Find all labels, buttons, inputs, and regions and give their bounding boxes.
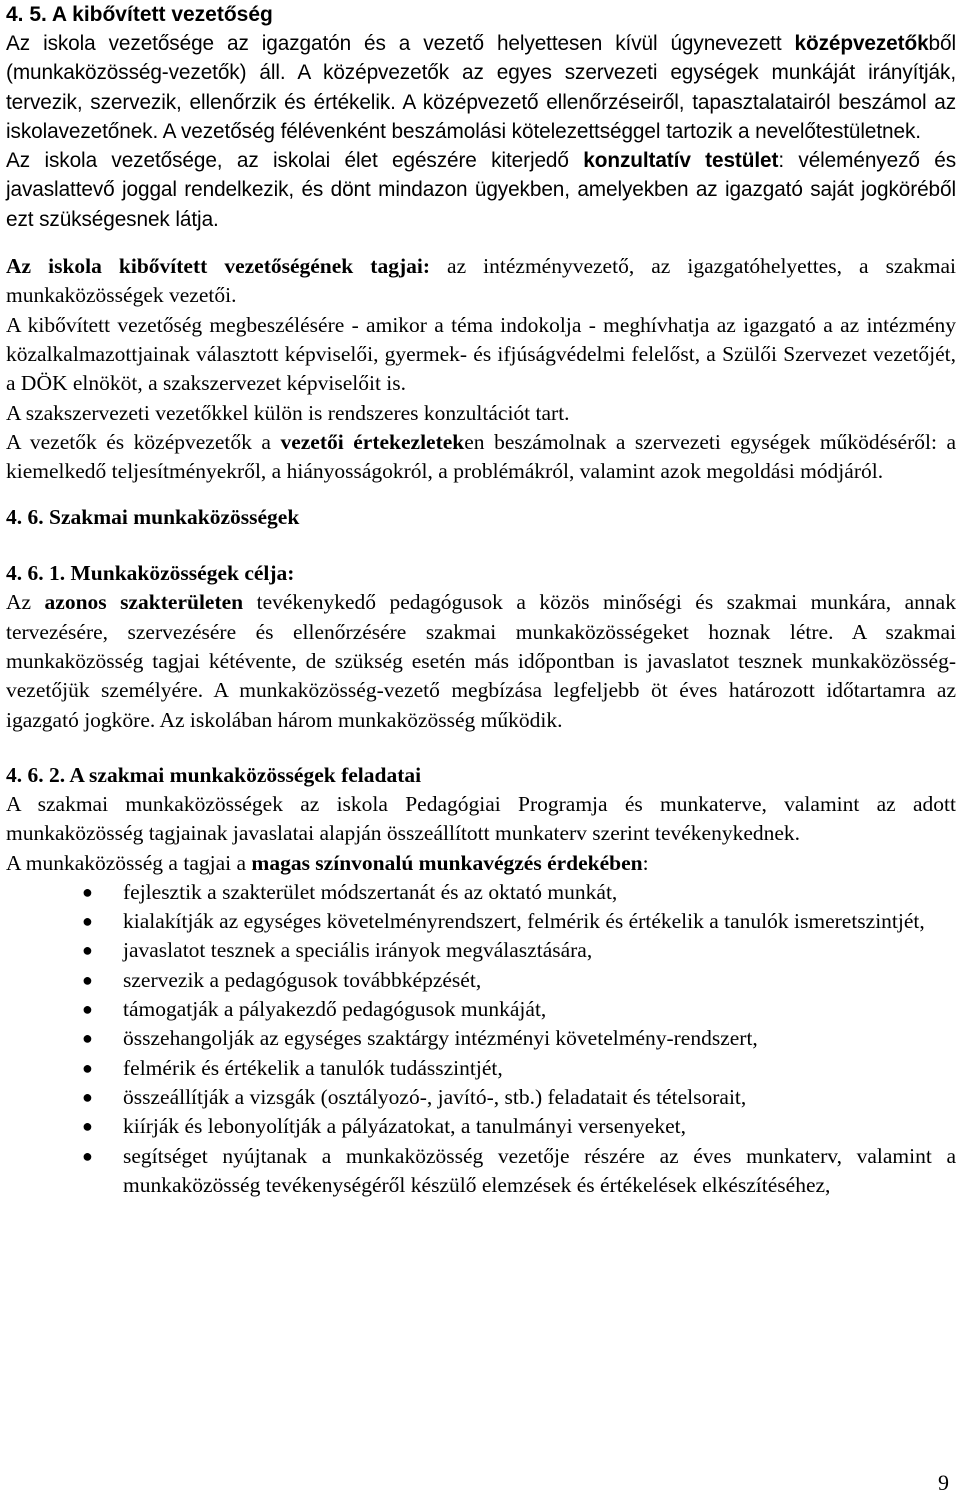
section-heading-4-6-1: 4. 6. 1. Munkaközösségek célja: (6, 561, 295, 586)
list-item: ● segítséget nyújtanak a munkaközösség vezetője részére az éves munkaterv, valamint a munkaközösség tevékenységéről készülő elemzések és értékelések elkészítéséhez, (82, 1143, 956, 1197)
bullet-dot-icon: ● (82, 1116, 93, 1137)
bullet-dot-icon: ● (82, 1086, 93, 1107)
list-item: ● kiírják és lebonyolítják a pályázatokat, a tanulmányi versenyeket, (6, 1112, 956, 1141)
page-number: 9 (938, 1470, 949, 1495)
term-kozepvezetok: középvezetők (794, 32, 929, 55)
bullet-dot-icon: ● (82, 1028, 93, 1049)
document-page (6, 0, 956, 1200)
task-list (6, 878, 956, 1200)
bullet-dot-icon: ● (82, 940, 93, 961)
paragraph-konzultativ-testulet: Az iskola vezetősége, az iskolai élet egészére kiterjedő konzultatív testület: véleményező és javaslattevő joggal rendelkezik, és dönt mindazon ügyekben, amelyekben az igazgató saját jogköréből ezt szükségesnek látja. (6, 149, 956, 231)
paragraph-szakszervezet: A szakszervezeti vezetőkkel külön is rendszeres konzultációt tart. (6, 400, 570, 425)
paragraph-kibovitett-tagjai: Az iskola kibővített vezetőségének tagjai: az intézményvezető, az igazgatóhelyettes, a szakmai munkaközösségek vezetői. (6, 254, 957, 308)
bullet-dot-icon: ● (82, 881, 93, 902)
list-item: ● támogatják a pályakezdő pedagógusok munkáját, (6, 995, 956, 1024)
bullet-dot-icon: ● (82, 1145, 93, 1166)
bullet-dot-icon: ● (82, 999, 93, 1020)
section-heading-4-6-2: 4. 6. 2. A szakmai munkaközösségek feladatai (6, 762, 422, 787)
term-kibovitett-tagjai: Az iskola kibővített vezetőségének tagjai: (6, 254, 431, 279)
list-item: ● összehangolják az egységes szaktárgy intézményi követelmény-rendszert, (6, 1024, 956, 1053)
term-azonos-szakteruleten: azonos szakterületen (44, 590, 244, 615)
paragraph-megbeszeles: A kibővített vezetőség megbeszélésére - amikor a téma indokolja - meghívhatja az igazgató a az intézmény közalkalmazottjainak választott képviselői, gyermek- és ifjúságvédelmi felelőst, a Szülői Szervezet vezetőjét, a DÖK elnököt, a szakszervezet képviselőit is. (6, 312, 956, 396)
list-item: ● kialakítják az egységes követelményrendszert, felmérik és értékelik a tanulók ismeretszintjét, (6, 907, 956, 936)
term-vezetoi-ertekezletek: vezetői értekezletek (280, 429, 465, 454)
list-item: ● összeállítják a vizsgák (osztályozó-, javító-, stb.) feladatait és tételsorait, (6, 1083, 956, 1112)
paragraph-kozepvezetok: Az iskola vezetősége az igazgatón és a vezető helyettesen kívül úgynevezett középvezetőkből (munkaközösség-vezetők) áll. A középvezetők az egyes szervezeti egységek munkáját irányítják, tervezik, szervezik, ellenőrzik és értékelik. A középvezető ellenőrzéseiről, tapasztalatairól beszámol az iskolavezetőnek. A vezetőség félévenként beszámolási kötelezettséggel tartozik a nevelőtestületnek. (6, 32, 956, 143)
bullet-dot-icon: ● (82, 969, 93, 990)
section-heading-4-6: 4. 6. Szakmai munkaközösségek (6, 505, 300, 530)
term-konzultativ-testulet: konzultatív testület (583, 149, 779, 173)
term-magas-szinvonalu: magas színvonalú munkavégzés érdekében (251, 850, 643, 875)
list-item: ● javaslatot tesznek a speciális irányok megválasztására, (6, 936, 956, 965)
paragraph-magas-szinvonalu: A munkaközösség a tagjai a magas színvonalú munkavégzés érdekében: (6, 850, 649, 875)
paragraph-munkakozossegek-celja: Az azonos szakterületen tevékenykedő pedagógusok a közös minőségi és szakmai munkára, annak tervezésére, szervezésére és ellenőrzésére szakmai munkaközösségeket hoznak létre. A szakmai munkaközösség tagjai kétévente, de szükség esetén más időpontban is javaslatot tesznek munkaközösség-vezetőjük személyére. A munkaközösség-vezető megbízása legfeljebb öt éves határozott időtartamra az igazgató jogköre. Az iskolában három munkaközösség működik. (6, 590, 956, 732)
section-heading-4-5: 4. 5. A kibővített vezetőség (6, 3, 273, 26)
list-item: ● felmérik és értékelik a tanulók tudásszintjét, (6, 1054, 956, 1083)
paragraph-vezetoi-ertekezletek: A vezetők és középvezetők a vezetői értekezleteken beszámolnak a szervezeti egységek működéséről: a kiemelkedő teljesítményekről, a hiányosságokról, a problémákról, valamint azok megoldási módjáról. (6, 429, 956, 484)
list-item: ● szervezik a pedagógusok továbbképzését, (6, 966, 956, 995)
bullet-dot-icon: ● (82, 911, 93, 932)
paragraph-feladatai: A szakmai munkaközösségek az iskola Pedagógiai Programja és munkaterve, valamint az adott munkaközösség tagjainak javaslatai alapján összeállított munkaterv szerint tevékenykednek. (6, 791, 956, 846)
list-item: ● fejlesztik a szakterület módszertanát és az oktató munkát, (6, 878, 956, 907)
bullet-dot-icon: ● (82, 1057, 93, 1078)
